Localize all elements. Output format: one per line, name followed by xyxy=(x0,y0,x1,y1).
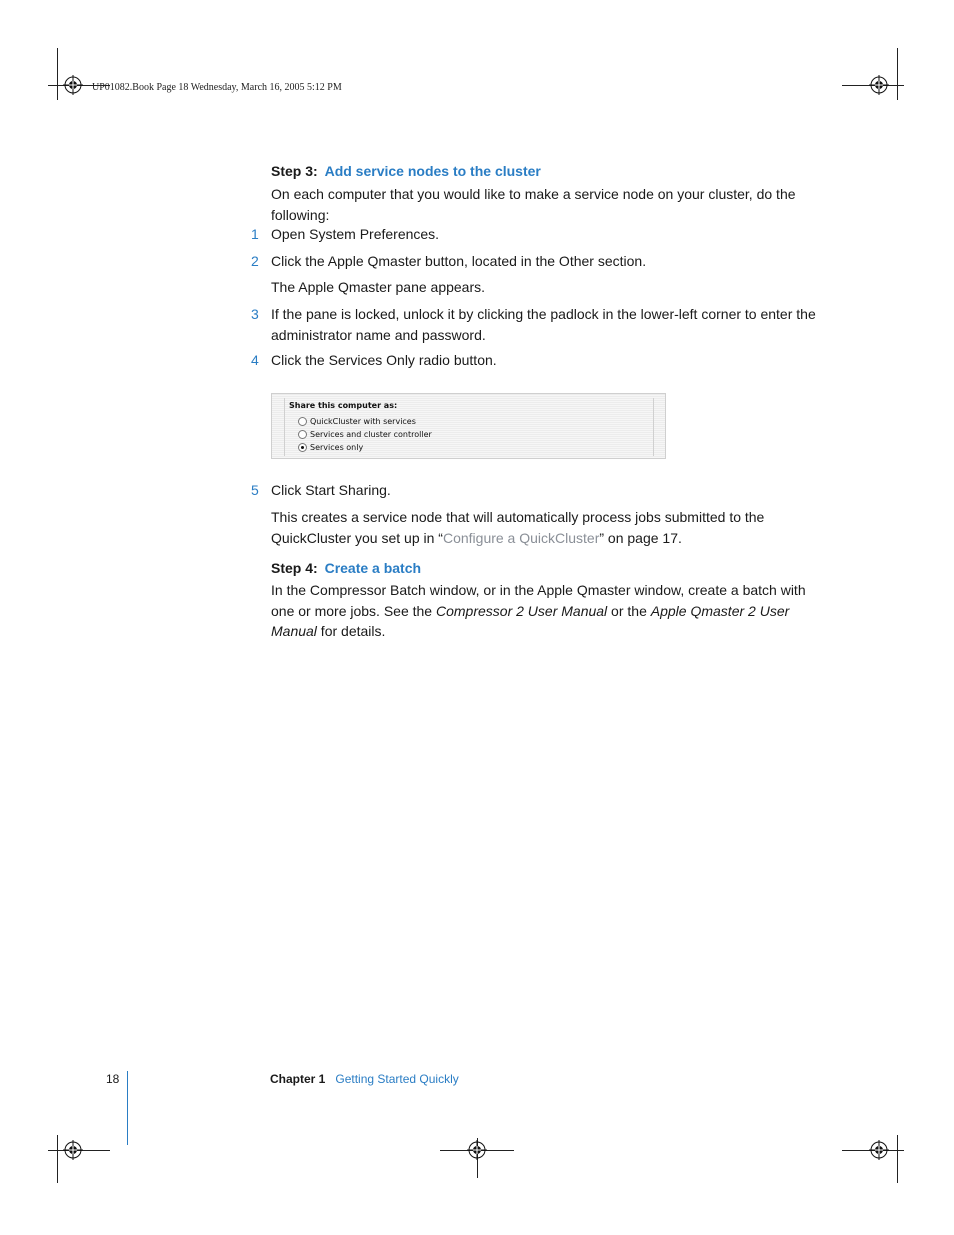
chapter-label: Chapter 1 xyxy=(270,1072,326,1086)
step3-title: Add service nodes to the cluster xyxy=(324,163,541,179)
step3-heading xyxy=(271,163,541,179)
chapter-title: Getting Started Quickly xyxy=(335,1072,459,1086)
radio-label: QuickCluster with services xyxy=(310,416,416,426)
body-text: for details. xyxy=(316,623,386,639)
step-text: Click the Apple Qmaster button, located in the Other section. xyxy=(271,253,647,269)
step3-intro: On each computer that you would like to make a service node on your cluster, do the following: xyxy=(271,186,796,223)
radio-label: Services and cluster controller xyxy=(310,429,432,439)
registration-mark-icon xyxy=(63,75,83,95)
radio-button-icon[interactable] xyxy=(298,430,307,439)
step-number: 1 xyxy=(251,226,259,242)
manual-title: Apple Qmaster 2 User Manual xyxy=(271,602,790,639)
registration-mark-icon xyxy=(63,1140,83,1160)
registration-mark-icon xyxy=(869,75,889,95)
qmaster-pane-screenshot xyxy=(271,393,666,459)
step-text: If the pane is locked, unlock it by clicking the padlock in the lower-left corner to enter the administrator name and password. xyxy=(271,306,816,343)
explanation-text-end: ” on page 17. xyxy=(599,529,682,546)
page-number: 18 xyxy=(106,1072,120,1086)
cross-reference-link[interactable]: Configure a QuickCluster xyxy=(442,529,600,546)
share-as-label: Share this computer as: xyxy=(289,401,398,410)
step4-title: Create a batch xyxy=(324,560,422,576)
step-note: The Apple Qmaster pane appears. xyxy=(271,279,486,295)
step-number: 2 xyxy=(251,253,259,269)
radio-button-icon[interactable] xyxy=(298,417,307,426)
registration-mark-icon xyxy=(467,1140,487,1160)
step5-explanation xyxy=(271,507,826,548)
explanation-text: This creates a service node that will automatically process jobs submitted to the QuickCluster you set up in “ xyxy=(271,509,765,546)
step-text: Click Start Sharing. xyxy=(271,482,391,498)
step3-label: Step 3: xyxy=(271,163,318,179)
body-text: or the xyxy=(607,602,651,619)
radio-option-selected[interactable] xyxy=(298,441,363,453)
registration-mark-icon xyxy=(869,1140,889,1160)
step4-label: Step 4: xyxy=(271,560,318,576)
print-stamp: UP01082.Book Page 18 Wednesday, March 16, 2005 5:12 PM xyxy=(92,82,342,93)
step-number: 4 xyxy=(251,352,259,368)
body-text: In the Compressor Batch window, or in the Apple Qmaster window, create a batch with one or more jobs. See the xyxy=(271,582,806,619)
manual-title: Compressor 2 User Manual xyxy=(436,602,608,619)
radio-option[interactable] xyxy=(298,428,432,440)
step-text: Click the Services Only radio button. xyxy=(271,352,497,368)
radio-option[interactable] xyxy=(298,415,416,427)
step-number: 3 xyxy=(251,306,259,322)
step-number: 5 xyxy=(251,482,259,498)
radio-button-selected-icon[interactable] xyxy=(298,443,307,452)
step4-heading xyxy=(271,560,421,576)
radio-label: Services only xyxy=(310,442,364,452)
step4-body xyxy=(271,580,826,642)
step-text: Open System Preferences. xyxy=(271,226,440,242)
footer-rule xyxy=(127,1071,128,1145)
footer-chapter xyxy=(270,1072,459,1086)
